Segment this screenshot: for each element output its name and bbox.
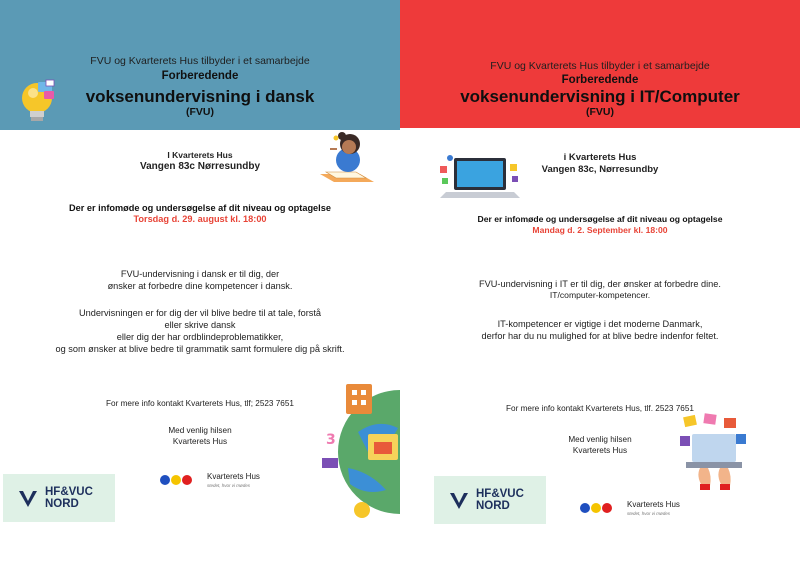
right-date-line: Mandag d. 2. September kl. 18:00 xyxy=(532,225,668,235)
left-title-small: Forberedende xyxy=(161,70,239,82)
left-intro-text: FVU og Kvarterets Hus tilbyder i et samarbejde xyxy=(90,55,310,67)
left-location-line2: Vangen 83c Nørresundby xyxy=(139,161,261,172)
left-signature: Kvarterets Hus xyxy=(172,437,228,446)
hfvuc-logo-text-1: HF&VUC xyxy=(476,488,524,500)
right-greeting: Med venlig hilsen xyxy=(568,435,632,444)
hfvuc-logo-text-1: HF&VUC xyxy=(45,486,93,498)
left-date-line: Torsdag d. 29. august kl. 18:00 xyxy=(133,214,267,224)
hfvuc-logo-icon xyxy=(448,489,470,511)
svg-text:3: 3 xyxy=(326,432,336,448)
kh-logo-dots xyxy=(580,500,613,518)
left-body-5: eller skrive dansk xyxy=(164,320,236,330)
kh-logo-dots xyxy=(160,472,193,490)
right-info-line: Der er infomøde og undersøgelse af dit niveau og optagelse xyxy=(477,214,723,224)
right-signature: Kvarterets Hus xyxy=(572,446,628,455)
right-flyer xyxy=(400,0,800,566)
kh-logo-text: Kvarterets Hus xyxy=(627,500,680,509)
hfvuc-logo-text-2: NORD xyxy=(45,498,79,510)
hfvuc-logo-left xyxy=(3,474,115,522)
hfvuc-logo-text-2: NORD xyxy=(476,500,510,512)
kvarterets-hus-logo-right xyxy=(580,500,680,518)
earth-books-illustration xyxy=(318,372,400,520)
right-title-big: voksenundervisning i IT/Computer xyxy=(460,87,740,106)
hfvuc-logo-icon xyxy=(17,487,39,509)
kh-logo-sub: stedet, hvor vi mødes xyxy=(627,511,671,516)
kh-logo-text: Kvarterets Hus xyxy=(207,472,260,481)
left-body-6: eller dig der har ordblindeproblematikker, xyxy=(116,332,284,342)
right-location-line1: i Kvarterets Hus xyxy=(563,152,637,163)
left-greeting: Med venlig hilsen xyxy=(168,426,232,435)
hands-laptop-illustration xyxy=(678,412,750,490)
right-body-1: FVU-undervisning i IT er til dig, der ønsker at forbedre dine. xyxy=(479,279,721,289)
right-body-4: IT-kompetencer er vigtige i det moderne Danmark, xyxy=(497,319,703,329)
left-contact-line: For mere info kontakt Kvarterets Hus, tlf; 2523 7651 xyxy=(106,399,294,408)
left-body-7: og som ønsker at blive bedre til grammatik samt formulere dig på skrift. xyxy=(55,344,345,354)
left-location-line1: I Kvarterets Hus xyxy=(167,150,233,160)
left-info-line: Der er infomøde og undersøgelse af dit niveau og optagelse xyxy=(69,203,331,213)
left-body-2: ønsker at forbedre dine kompetencer i dansk. xyxy=(107,281,293,291)
hfvuc-logo-right xyxy=(434,476,546,524)
left-title-fvu: (FVU) xyxy=(186,106,214,118)
right-title-fvu: (FVU) xyxy=(586,106,614,118)
left-title-big: voksenundervisning i dansk xyxy=(85,87,315,106)
right-contact-line: For mere info kontakt Kvarterets Hus, tlf. 2523 7651 xyxy=(506,404,694,413)
right-intro-text: FVU og Kvarterets Hus tilbyder i et samarbejde xyxy=(490,60,710,72)
right-title-small: Forberedende xyxy=(561,74,639,86)
right-location-line2: Vangen 83c, Nørresundby xyxy=(541,164,659,175)
kh-logo-sub: stedet, hvor vi mødes xyxy=(207,483,251,488)
right-body-5: derfor har du nu mulighed for at blive bedre indenfor feltet. xyxy=(481,331,719,341)
kvarterets-hus-logo-left xyxy=(160,472,260,490)
right-body-2: IT/computer-kompetencer. xyxy=(549,290,651,300)
left-body-4: Undervisningen er for dig der vil blive bedre til at tale, forstå xyxy=(78,308,322,318)
left-body-1: FVU-undervisning i dansk er til dig, der xyxy=(120,269,280,279)
